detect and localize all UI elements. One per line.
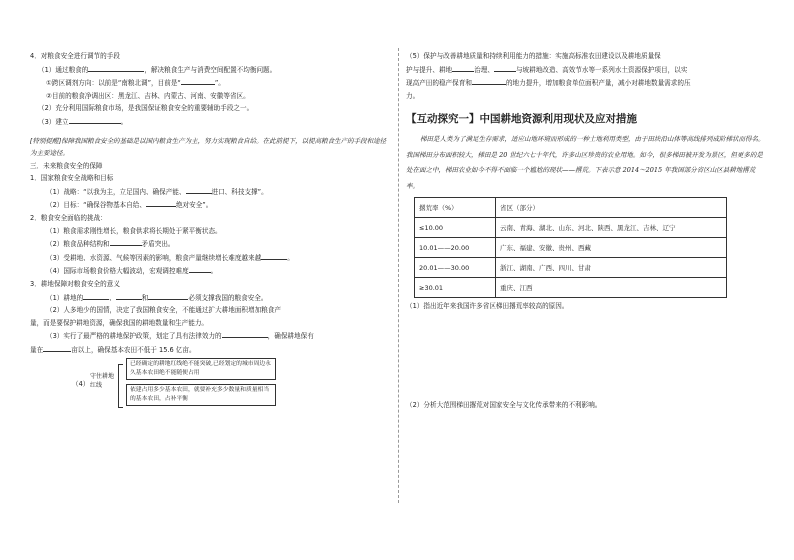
answer-blank[interactable] xyxy=(110,237,142,246)
question-1: （1）指出近年来我国许多省区梯田撂荒率较高的原因。 xyxy=(406,302,569,311)
redline-box-2: 依建占用多少基本农田，就要补充多少数量和质量相当的基本农田，占补平衡 xyxy=(126,384,276,405)
point-2-1: （1）粮食需求刚性增长，粮食供求将长期处于紧平衡状态。 xyxy=(46,226,222,235)
table-row xyxy=(415,258,727,278)
answer-space-1[interactable] xyxy=(406,313,766,399)
point-2-4: （4）国际市场粮食价格大幅波动，宏观调控难度 。 xyxy=(30,264,388,278)
point-1-title: 1．国家粮食安全战略和目标 xyxy=(30,174,114,183)
table-header-cell: 撂荒率（%） xyxy=(415,198,496,218)
answer-blank[interactable] xyxy=(146,198,176,207)
point-3-1: （1）耕地的 、 和 必须支撑我国的粮食安全。 xyxy=(30,291,388,305)
point-1-2: （2）目标：“确保谷物基本自给、 绝对安全”。 xyxy=(30,198,388,212)
answer-blank[interactable] xyxy=(181,76,215,85)
section-3-title: 三．未来粮食安全的保障 xyxy=(30,161,103,170)
answer-blank[interactable] xyxy=(452,63,474,72)
abandonment-table xyxy=(414,197,727,298)
redline-box-1: 已经确定的耕地红线绝不能突破,已经划定的城市周边永久基本农田绝不能随便占用 xyxy=(126,358,276,379)
item-4-1: （1）通过粮食的 ，解决粮食生产与消费空间配置不均衡问题。 xyxy=(30,63,388,77)
redline-label: 守住耕地红线 xyxy=(90,373,115,390)
special-tip: [特别提醒]保障我国粮食安全的基础是以国内粮食生产为主，努力实现粮食自给。在此前提下，以提高粮食生产的手段和途径为主要途径。 xyxy=(30,136,387,158)
terrace-paragraph: 梯田是人类为了满足生存需求，适应山地环境而形成的一种土地利用类型，由于田块沿山体等高线排列成阶梯状而得名。我国梯田分布面积较大，梯田是 20 世纪六七十年代，许多山区珍贵的农业用地。如今，很多梯田被开发为景区，但更多的是处在面之中，梯田农业如今不得不面临一个尴尬的现状——撂荒。下表示意 2014～2015 年我国部分省区山区县耕地撂荒率。 xyxy=(406,135,765,190)
table-cell: 云南、青海、湖北、山东、河北、陕西、黑龙江、吉林、辽宁 xyxy=(496,218,727,238)
redline-diagram xyxy=(30,358,388,412)
point-3-3-line1: （3）实行了最严格的耕地保护政策，划定了具有法律效力的 ，确保耕地保有 xyxy=(30,329,388,343)
answer-blank[interactable] xyxy=(222,329,268,338)
point-3-4-number: （4） xyxy=(72,380,90,389)
question-2: （2）分析大范围梯田撂荒对国家安全与文化传承带来的不利影响。 xyxy=(406,400,602,409)
table-cell: 10.01——20.00 xyxy=(415,238,496,258)
measures-line-3: 现高产田的稳产保育和 的地力提升，增加粮食单位面积产量，减小对耕地数量需求的压 xyxy=(406,76,766,90)
measures-line-1: （5）保护与改善耕地质量和持续利用能力的措施：实施高标准农田建设以及耕地质量保 xyxy=(406,52,661,60)
point-3-3-line2: 量在 亩以上，确保基本农田不低于 15.6 亿亩。 xyxy=(30,343,388,357)
table-header-row xyxy=(415,198,727,218)
answer-blank[interactable] xyxy=(148,291,188,300)
point-2-2: （2）粮食品种结构和 矛盾突出。 xyxy=(30,237,388,251)
item-4-3: （3）建立 。 xyxy=(30,115,388,129)
table-cell: ≤10.00 xyxy=(415,218,496,238)
column-divider xyxy=(398,48,399,503)
item-4-2: （2）充分利用国际粮食市场，是我国保证粮食安全的重要辅助手段之一。 xyxy=(38,104,254,113)
item-4-1-2: ②目前的粮食净调出区：黑龙江、吉林、内蒙古、河南、安徽等省区。 xyxy=(46,91,250,100)
answer-blank[interactable] xyxy=(472,76,506,85)
left-column xyxy=(30,50,388,412)
table-cell: 重庆、江西 xyxy=(496,278,727,298)
table-cell: 广东、福建、安徽、贵州、西藏 xyxy=(496,238,727,258)
table-row xyxy=(415,218,727,238)
answer-blank[interactable] xyxy=(43,343,71,352)
point-3-2-line2: 量，而是要保护耕地资源，确保我国的耕地数量和生产能力。 xyxy=(30,318,209,327)
table-cell: ≥30.01 xyxy=(415,278,496,298)
table-cell: 浙江、湖南、广西、四川、甘肃 xyxy=(496,258,727,278)
table-cell: 20.01——30.00 xyxy=(415,258,496,278)
answer-blank[interactable] xyxy=(88,63,144,72)
answer-blank[interactable] xyxy=(116,291,142,300)
explore-section-title: 【互动探究一】中国耕地资源利用现状及应对措施 xyxy=(406,113,637,126)
answer-blank[interactable] xyxy=(186,185,212,194)
point-3-2-line1: （2）人多地少的国情，决定了我国粮食安全，不能通过扩大耕地面积增加粮食产 xyxy=(46,306,281,315)
answer-blank[interactable] xyxy=(494,63,516,72)
answer-blank[interactable] xyxy=(189,264,211,273)
table-row xyxy=(415,238,727,258)
point-2-title: 2．粮食安全面临的挑战： xyxy=(30,213,107,222)
table-row xyxy=(415,278,727,298)
measures-line-4: 力。 xyxy=(406,91,420,100)
answer-blank[interactable] xyxy=(261,251,287,260)
measures-line-2: 护与提升、耕地 治理、 与坡耕地改造、高效节水等一系列水土资源保护项目，以实 xyxy=(406,63,766,77)
point-2-3: （3）受耕地、水资源、气候等因素的影响，粮食产量继续增长难度越来越 。 xyxy=(30,251,388,265)
answer-blank[interactable] xyxy=(69,115,121,124)
point-1-1: （1）战略：“以我为主，立足国内、确保产能、 进口、科技支撑”。 xyxy=(30,185,388,199)
point-3-title: 3．耕地保障对粮食安全的意义 xyxy=(30,279,120,288)
item-4-1-1: ①跨区调剂方向：以前是“南粮北调”，目前是“ ”。 xyxy=(30,76,388,90)
answer-blank[interactable] xyxy=(83,291,109,300)
table-header-cell: 省区（部分） xyxy=(496,198,727,218)
bracket-shape xyxy=(118,364,123,408)
section-4-title: 4．对粮食安全进行调节的手段 xyxy=(30,52,120,60)
right-column xyxy=(406,50,766,412)
